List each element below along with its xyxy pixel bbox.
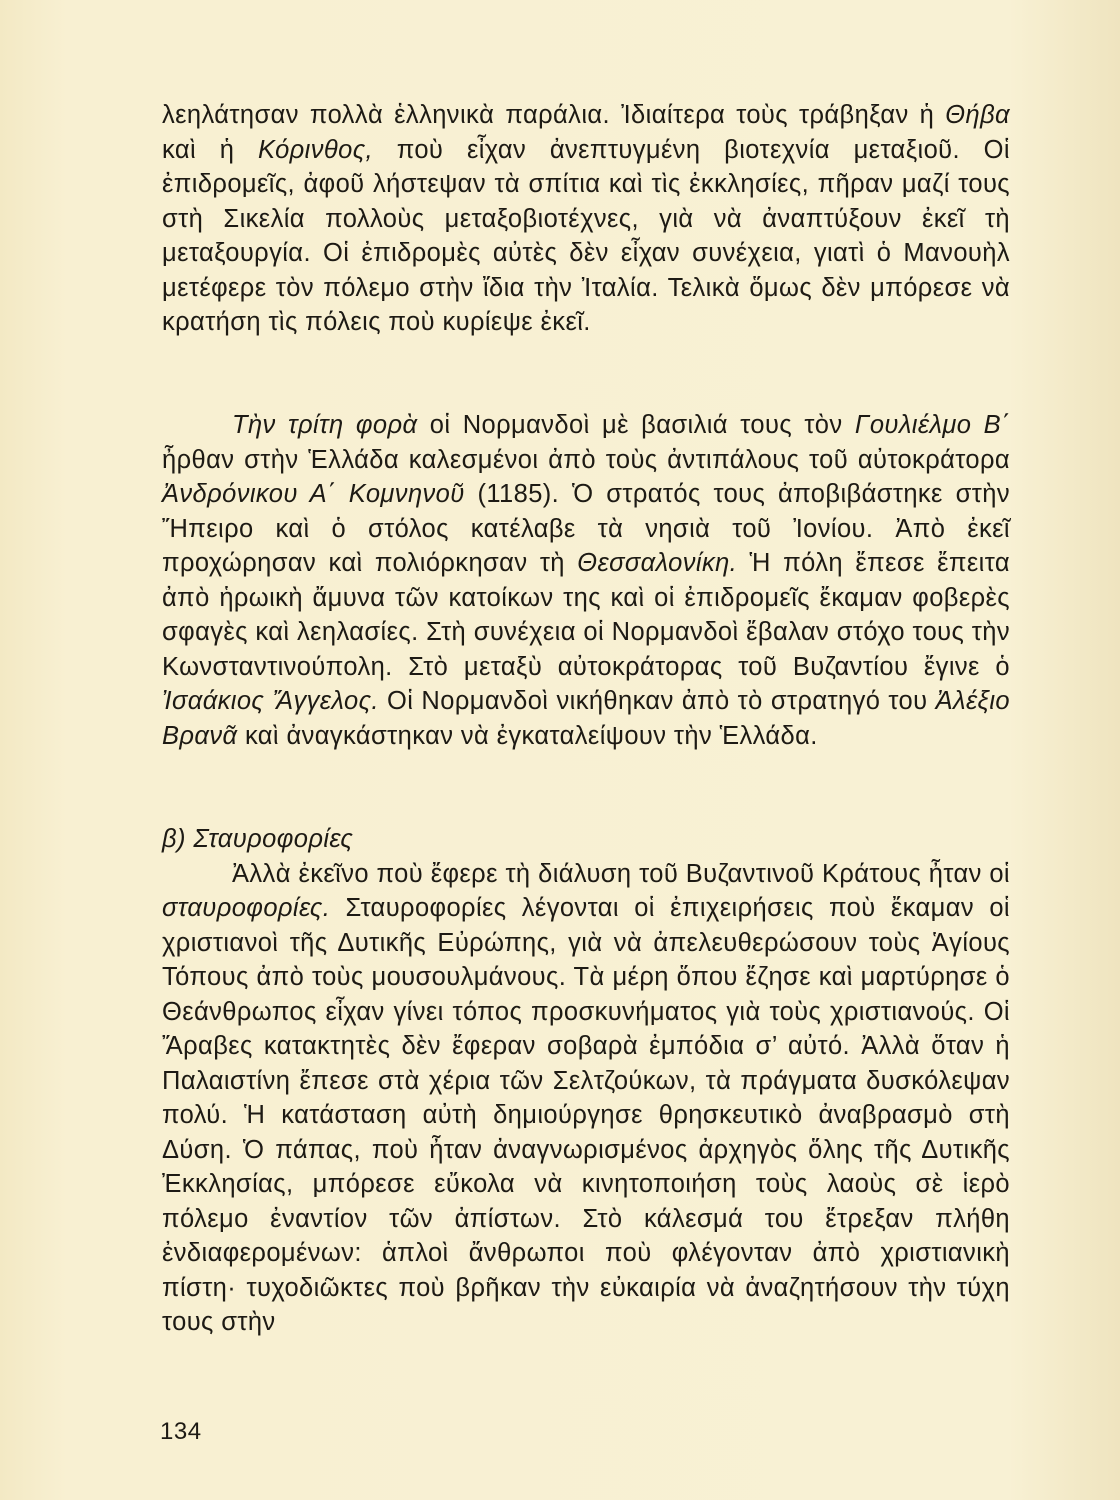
text-run: καὶ ἡ (162, 135, 258, 164)
italic-run: Ἰσαάκιος Ἄγγελος. (162, 687, 379, 715)
italic-run: Κόρινθος, (258, 135, 374, 164)
italic-run: Ἀνδρόνικου Α΄ Κομνηνοῦ (162, 480, 465, 508)
text-block-intro (162, 98, 1010, 340)
text-run: (1185). Ὁ στρατός τους ἀποβιβάστηκε στὴν Ἤπειρο καὶ ὁ στόλος κατέλαβε τὰ νησιὰ τοῦ Ἰονίου. Ἀπὸ ἐκεῖ προχώρησαν καὶ πολιόρκησαν τὴ (162, 480, 1010, 577)
text-block-third-time (162, 408, 1010, 753)
text-block-crusades (162, 822, 1010, 1340)
page-number: 134 (160, 1418, 202, 1445)
text-run: ἦρθαν στὴν Ἑλλάδα καλεσμένοι ἀπὸ τοὺς ἀντιπάλους τοῦ αὐτοκράτορα (162, 445, 1010, 474)
text-run: Ἀλλὰ ἐκεῖνο ποὺ ἔφερε τὴ διάλυση τοῦ Βυζαντινοῦ Κράτους ἦταν οἱ (232, 859, 1010, 888)
italic-run: Θεσσαλονίκη. (577, 549, 738, 577)
italic-run: Γουλιέλμο Β΄ (854, 411, 1010, 439)
italic-run: σταυροφορίες. (162, 894, 331, 922)
text-run: καὶ ἀναγκάστηκαν νὰ ἐγκαταλείψουν τὴν Ἑλλάδα. (237, 721, 818, 750)
text-run: λεηλάτησαν πολλὰ ἑλληνικὰ παράλια. Ἰδιαίτερα τοὺς τράβηξαν ἡ (162, 101, 946, 129)
paragraph-crusades (162, 857, 1010, 1340)
text-run: Ἡ πόλη ἔπεσε ἔπειτα ἀπὸ ἡρωικὴ ἄμυνα τῶν κατοίκων της καὶ οἱ ἐπιδρομεῖς ἔκαμαν φοβερὲς σφαγὲς καὶ λεηλασίες. Στὴ συνέχεια οἱ Νορμανδοὶ ἔβαλαν στόχο τους τὴν Κωνσταντινούπολη. Στὸ μεταξὺ αὐτοκράτορας τοῦ Βυζαντίου ἔγινε ὁ (162, 549, 1010, 681)
paragraph-normans-raids (162, 98, 1010, 340)
text-run: Οἱ Νορμανδοὶ νικήθηκαν ἀπὸ τὸ στρατηγό του (378, 687, 936, 715)
italic-run: Θήβα (945, 101, 1010, 129)
section-heading: β) Σταυροφορίες (162, 825, 354, 853)
italic-run: Τὴν τρίτη φορὰ (232, 411, 418, 439)
text-run: οἱ Νορμανδοὶ μὲ βασιλιά τους τὸν (417, 411, 855, 439)
paragraph-third-invasion (162, 408, 1010, 753)
italic-run: Ἀλέξιο Βρανᾶ (162, 687, 1010, 750)
text-run: Σταυροφορίες λέγονται οἱ ἐπιχειρήσεις ποὺ ἔκαμαν οἱ χριστιανοὶ τῆς Δυτικῆς Εὐρώπης, γιὰ νὰ ἀπελευθερώσουν τοὺς Ἁγίους Τόπους ἀπὸ τοὺς μουσουλμάνους. Τὰ μέρη ὅπου ἔζησε καὶ μαρτύρησε ὁ Θεάνθρωπος εἶχαν γίνει τόπος προσκυνήματος γιὰ τοὺς χριστιανούς. Οἱ Ἄραβες κατακτητὲς δὲν ἔφεραν σοβαρὰ ἐμπόδια σ’ αὐτό. Ἀλλὰ ὅταν ἡ Παλαιστίνη ἔπεσε στὰ χέρια τῶν Σελτζούκων, τὰ πράγματα δυσκόλεψαν πολύ. Ἡ κατάσταση αὐτὴ δημιούργησε θρησκευτικὸ ἀναβρασμὸ στὴ Δύση. Ὁ πάπας, ποὺ ἦταν ἀναγνωρισμένος ἀρχηγὸς ὅλης τῆς Δυτικῆς Ἐκκλησίας, μπόρεσε εὔκολα νὰ κινητοποιήση τοὺς λαοὺς σὲ ἱερὸ πόλεμο ἐναντίον τῶν ἀπίστων. Στὸ κάλεσμά του ἔτρεξαν πλήθη ἐνδιαφερομένων: ἁπλοὶ ἄνθρωποι ποὺ φλέγονταν ἀπὸ χριστιανικὴ πίστη· τυχοδιῶκτες ποὺ βρῆκαν τὴν εὐκαιρία νὰ ἀναζητήσουν τὴν τύχη τους στὴν (162, 894, 1010, 1336)
text-run: ποὺ εἶχαν ἀνεπτυγμένη βιοτεχνία μεταξιοῦ. Οἱ ἐπιδρομεῖς, ἀφοῦ λήστεψαν τὰ σπίτια καὶ τὶς ἐκκλησίες, πῆραν μαζί τους στὴ Σικελία πολλοὺς μεταξοβιοτέχνες, γιὰ νὰ ἀναπτύξουν ἐκεῖ τὴ μεταξουργία. Οἱ ἐπιδρομὲς αὐτὲς δὲν εἶχαν συνέχεια, γιατὶ ὁ Μανουὴλ μετέφερε τὸν πόλεμο στὴν ἴδια τὴν Ἰταλία. Τελικὰ ὅμως δὲν μπόρεσε νὰ κρατήση τὶς πόλεις ποὺ κυρίεψε ἐκεῖ. (162, 135, 1010, 336)
